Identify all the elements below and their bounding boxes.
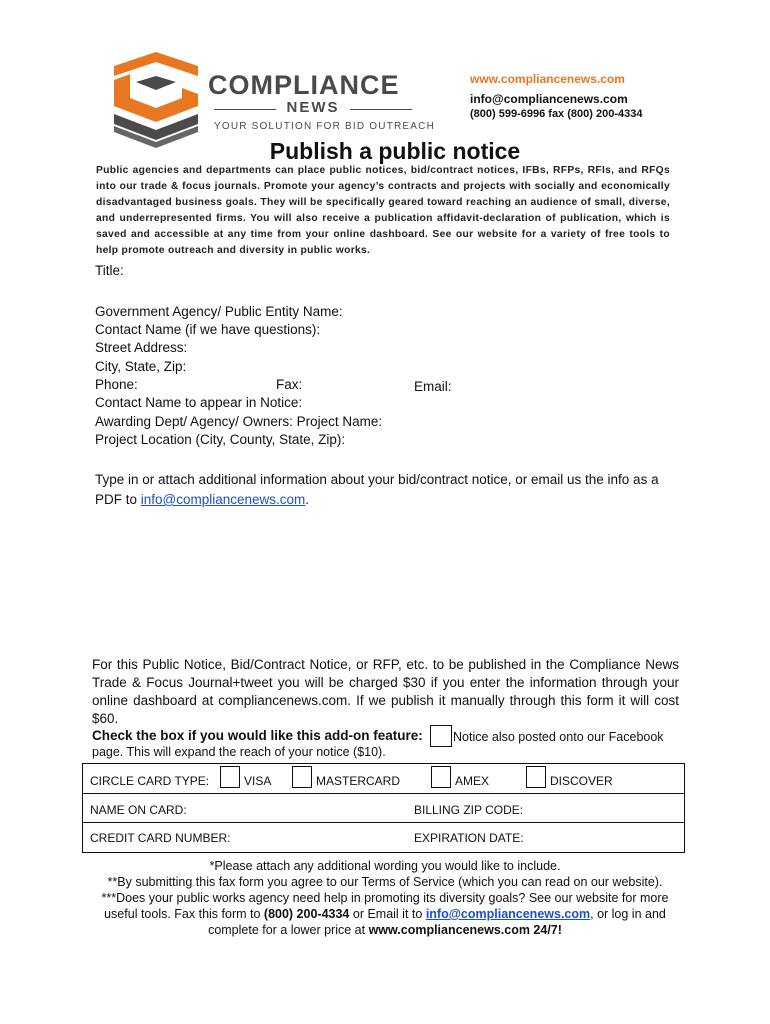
visa-checkbox[interactable] (220, 766, 240, 788)
awarding-field-label[interactable]: Awarding Dept/ Agency/ Owners: Project Name: (95, 414, 383, 429)
footer-line: **By submitting this fax form you agree to our Terms of Service (which you can read on our website). (107, 875, 663, 889)
addon-prompt: Check the box if you would like this add-on feature: (92, 728, 423, 743)
brand-sub-row (214, 101, 412, 117)
footer-line (80, 922, 690, 938)
table-divider (83, 822, 684, 823)
contact-phone-fax: (800) 599-6996 fax (800) 200-4334 (470, 108, 643, 120)
intro-paragraph: Public agencies and departments can place public notices, bid/contract notices, IFBs, RFPs, RFIs, and RFQs into our trade & focus journals. Promote your agency’s contracts and projects with socially and economically disadvantaged business goals. They will be specifically geared toward reaching an audience of small, diverse, and underrepresented firms. You will also receive a publication affidavit-declaration of publication, which is saved and accessible at any time from your online dashboard. See our website for a variety of free tools to help promote outreach and diversity in public works. (96, 165, 670, 256)
instructions-end: . (305, 492, 310, 507)
instructions-email-link[interactable]: info@compliancenews.com (140, 492, 306, 507)
email-field-label[interactable]: Email: (414, 379, 452, 394)
footer-notes (80, 858, 690, 938)
page-title: Publish a public notice (269, 138, 521, 164)
addon-option-cont: page. This will expand the reach of your notice ($10). (92, 745, 386, 759)
website-link[interactable]: www.compliancenews.com (470, 72, 625, 86)
notice-contact-field-label[interactable]: Contact Name to appear in Notice: (95, 395, 303, 410)
phone-field-label[interactable]: Phone: (95, 377, 138, 392)
footer-text: or Email it to (349, 907, 426, 921)
contact-email: info@compliancenews.com (470, 92, 628, 106)
card-type-label: CIRCLE CARD TYPE: (90, 774, 210, 788)
visa-label: VISA (244, 774, 272, 788)
brand-name: COMPLIANCE (208, 70, 400, 100)
name-on-card-field[interactable]: NAME ON CARD: (90, 803, 187, 817)
footer-website[interactable]: www.compliancenews.com 24/7! (368, 923, 562, 937)
footer-line (80, 906, 690, 922)
addon-option-label: Notice also posted onto our Facebook (453, 730, 664, 744)
footer-fax-number: (800) 200-4334 (263, 907, 350, 921)
billing-zip-field[interactable]: BILLING ZIP CODE: (414, 803, 524, 817)
street-field-label[interactable]: Street Address: (95, 340, 188, 355)
footer-text: , or log in and (590, 907, 666, 921)
instructions-body: Type in or attach additional information about your bid/contract notice, or email us the info as a PDF to (95, 472, 659, 507)
footer-text: complete for a lower price at (208, 923, 369, 937)
fax-field-label[interactable]: Fax: (276, 377, 303, 392)
card-number-field[interactable]: CREDIT CARD NUMBER: (90, 831, 231, 845)
facebook-addon-checkbox[interactable] (430, 725, 452, 747)
mastercard-label: MASTERCARD (316, 774, 401, 788)
mastercard-checkbox[interactable] (292, 766, 312, 788)
table-divider (83, 793, 684, 794)
brand-sub: NEWS (286, 99, 340, 116)
city-field-label[interactable]: City, State, Zip: (95, 359, 187, 374)
title-field-label[interactable]: Title: (95, 263, 124, 278)
agency-field-label[interactable]: Government Agency/ Public Entity Name: (95, 304, 343, 319)
footer-line: ***Does your public works agency need help in promoting its diversity goals? See our website for more (101, 891, 669, 905)
location-field-label[interactable]: Project Location (City, County, State, Zip): (95, 432, 346, 447)
expiration-date-field[interactable]: EXPIRATION DATE: (414, 831, 524, 845)
footer-line: *Please attach any additional wording you would like to include. (209, 859, 561, 873)
brand-divider (350, 109, 412, 110)
amex-checkbox[interactable] (431, 766, 451, 788)
discover-checkbox[interactable] (526, 766, 546, 788)
fee-paragraph: For this Public Notice, Bid/Contract Notice, or RFP, etc. to be published in the Compliance News Trade & Focus Journal+tweet you will be charged $30 if you enter the information through your online dashboard at compliancenews.com. If we publish it manually through this form it will cost $60. (92, 657, 679, 726)
instructions-text (95, 470, 665, 510)
amex-label: AMEX (455, 774, 490, 788)
discover-label: DISCOVER (550, 774, 613, 788)
footer-email-link[interactable]: info@compliancenews.com (425, 907, 591, 921)
contact-field-label[interactable]: Contact Name (if we have questions): (95, 322, 321, 337)
footer-text: useful tools. Fax this form to (104, 907, 264, 921)
compliance-news-logo (110, 52, 206, 148)
brand-tagline: YOUR SOLUTION FOR BID OUTREACH (214, 121, 436, 132)
